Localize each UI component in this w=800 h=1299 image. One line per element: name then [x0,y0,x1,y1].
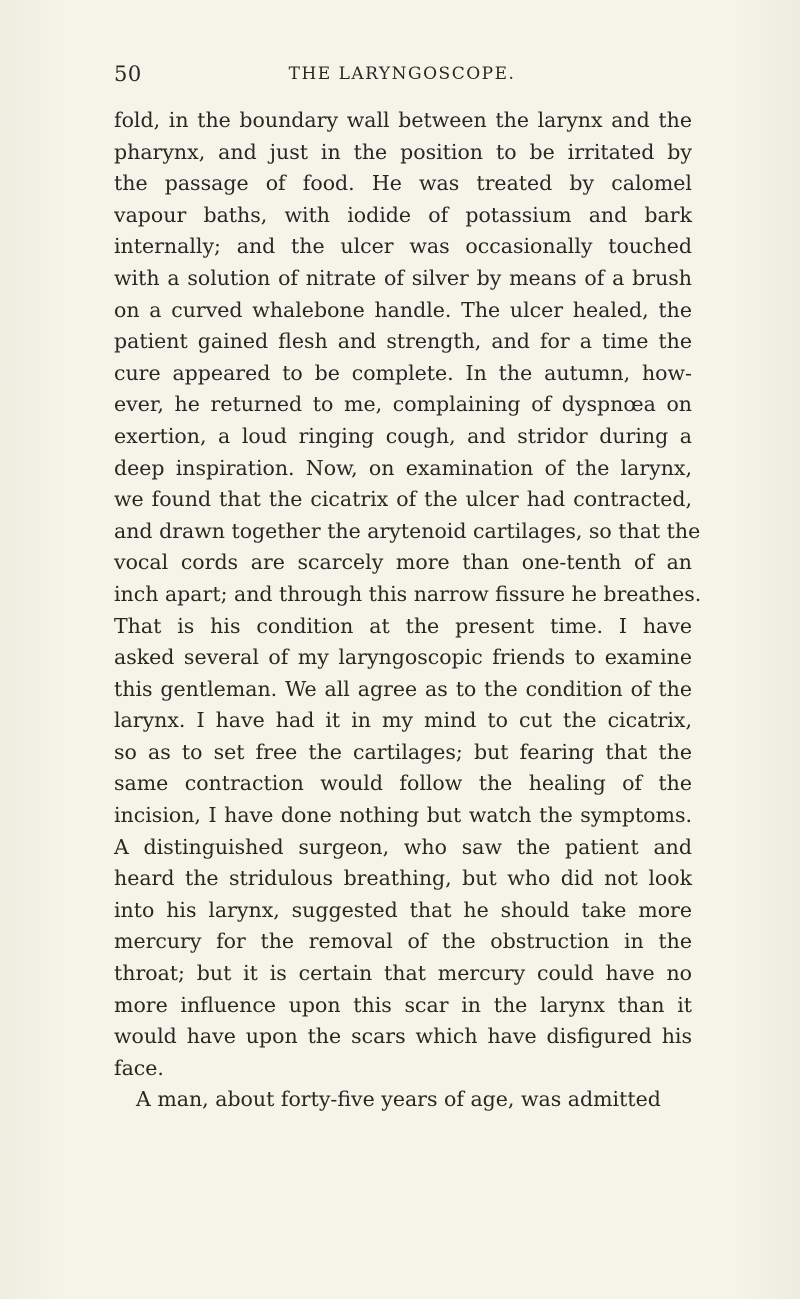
text-line: internally; and the ulcer was occasionally touched [114,234,692,259]
text-line: we found that the cicatrix of the ulcer had contracted, [114,487,692,512]
text-line: heard the stridulous breathing, but who did not look [114,866,692,891]
text-line: fold, in the boundary wall between the larynx and the [114,108,692,132]
text-line: cure appeared to be complete. In the autumn, how- [114,360,692,385]
text-line: and drawn together the arytenoid cartilages, so that the [114,518,701,543]
text-line: ever, he returned to me, complaining of dyspnœa on [114,392,692,417]
text-line: would have upon the scars which have disfigured his [114,1024,692,1049]
text-line: face. [114,1055,164,1080]
text-line: pharynx, and just in the position to be irritated by [114,139,692,164]
text-line: vocal cords are scarcely more than one-tenth of an [114,550,692,575]
text-line: more influence upon this scar in the larynx than it [114,992,692,1017]
text-line: asked several of my laryngoscopic friends to examine [114,645,692,670]
text-line: with a solution of nitrate of silver by means of a brush [114,265,692,290]
text-line: larynx. I have had it in my mind to cut the cicatrix, [114,708,692,733]
text-line: mercury for the removal of the obstruction in the [114,929,692,954]
text-line: That is his condition at the present time. I have [114,613,692,638]
body-text [114,105,702,1116]
running-head: THE LARYNGOSCOPE. [288,64,516,84]
text-line: exertion, a loud ringing cough, and stridor during a [114,423,692,448]
text-line: inch apart; and through this narrow fissure he breathes. [114,581,702,606]
text-line: deep inspiration. Now, on examination of the larynx, [114,455,692,480]
page-number: 50 [114,62,142,86]
page-header [114,62,690,92]
text-line: so as to set free the cartilages; but fearing that the [114,739,692,764]
text-line: incision, I have done nothing but watch the symptoms. [114,803,692,828]
text-line: A man, about forty-five years of age, was admitted [136,1087,661,1112]
text-line: vapour baths, with iodide of potassium and bark [114,202,692,227]
text-line: this gentleman. We all agree as to the condition of the [114,676,692,701]
text-line: on a curved whalebone handle. The ulcer healed, the [114,297,692,322]
text-line: throat; but it is certain that mercury could have no [114,961,692,986]
text-line: the passage of food. He was treated by calomel [114,171,692,196]
text-line: A distinguished surgeon, who saw the patient and [114,834,692,859]
text-line: patient gained flesh and strength, and for a time the [114,329,692,354]
text-line: same contraction would follow the healing of the [114,771,692,796]
text-line: into his larynx, suggested that he should take more [114,897,692,922]
